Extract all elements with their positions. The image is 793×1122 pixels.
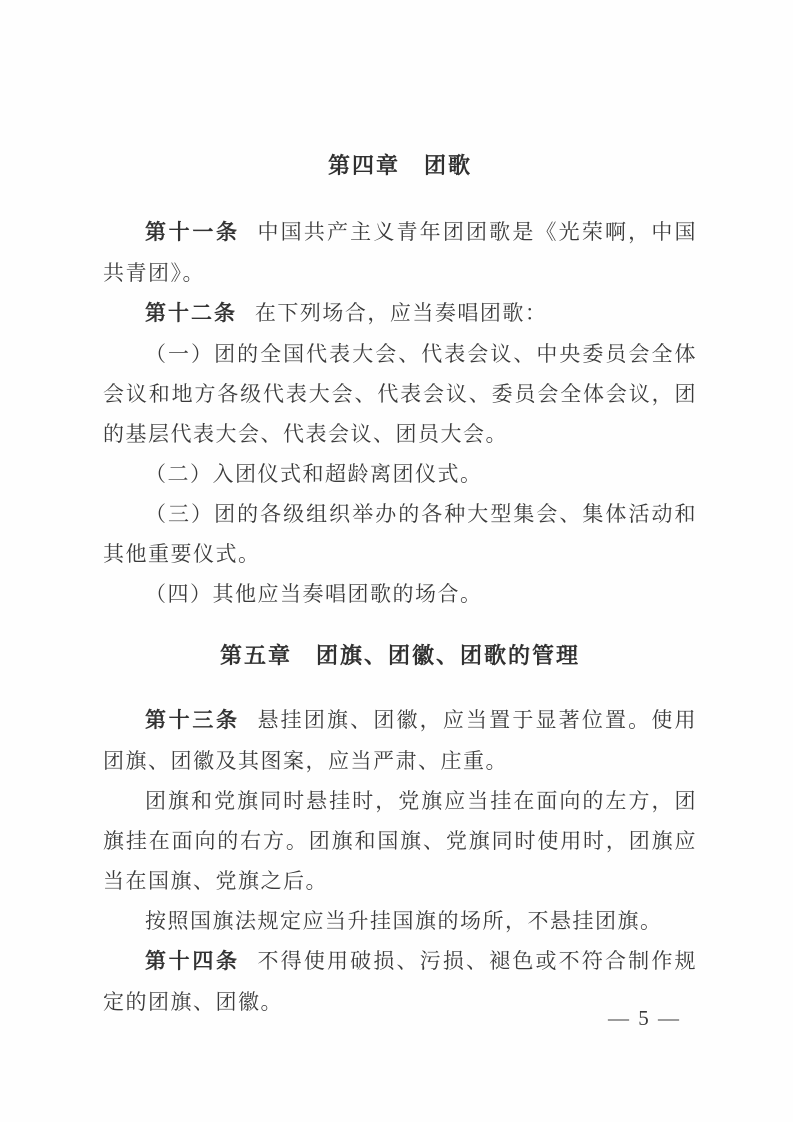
chapter-4-heading: 第四章 团歌 xyxy=(327,153,472,178)
article-11-text: 中国共产主义青年团团歌是《光荣啊，中国共青团》。 xyxy=(103,220,698,285)
article-12-item-4: （四）其他应当奏唱团歌的场合。 xyxy=(145,582,483,606)
article-13-paragraph-2: 团旗和党旗同时悬挂时，党旗应当挂在面向的左方，团旗挂在面向的右方。团旗和国旗、党旗同时使用时，团旗应当在国旗、党旗之后。 xyxy=(103,789,697,893)
article-13-paragraph-3: 按照国旗法规定应当升挂国旗的场所，不悬挂团旗。 xyxy=(145,909,663,933)
article-12-paragraph xyxy=(103,293,697,334)
article-13-text: 悬挂团旗、团徽，应当置于显著位置。使用团旗、团徽及其图案，应当严肃、庄重。 xyxy=(103,708,698,773)
chapter-5-heading: 第五章 团旗、团徽、团歌的管理 xyxy=(219,643,580,668)
article-12-item-3: （三）团的各级组织举办的各种大型集会、集体活动和其他重要仪式。 xyxy=(103,502,697,566)
article-12-item-2: （二）入团仪式和超龄离团仪式。 xyxy=(145,462,483,486)
article-14-text: 不得使用破损、污损、褪色或不符合制作规定的团旗、团徽。 xyxy=(103,949,698,1014)
article-11-number: 第十一条 xyxy=(145,221,240,244)
article-12-item-1: （一）团的全国代表大会、代表会议、中央委员会全体会议和地方各级代表大会、代表会议、委员会全体会议，团的基层代表大会、代表会议、团员大会。 xyxy=(103,342,697,446)
article-12-text: 在下列场合，应当奏唱团歌： xyxy=(254,301,548,325)
article-13-number: 第十三条 xyxy=(145,709,240,732)
article-14-number: 第十四条 xyxy=(145,950,240,973)
page-number: — 5 — xyxy=(608,1006,681,1030)
article-12-number: 第十二条 xyxy=(145,302,237,325)
article-13-paragraph xyxy=(103,700,697,781)
article-11-paragraph xyxy=(103,212,697,293)
